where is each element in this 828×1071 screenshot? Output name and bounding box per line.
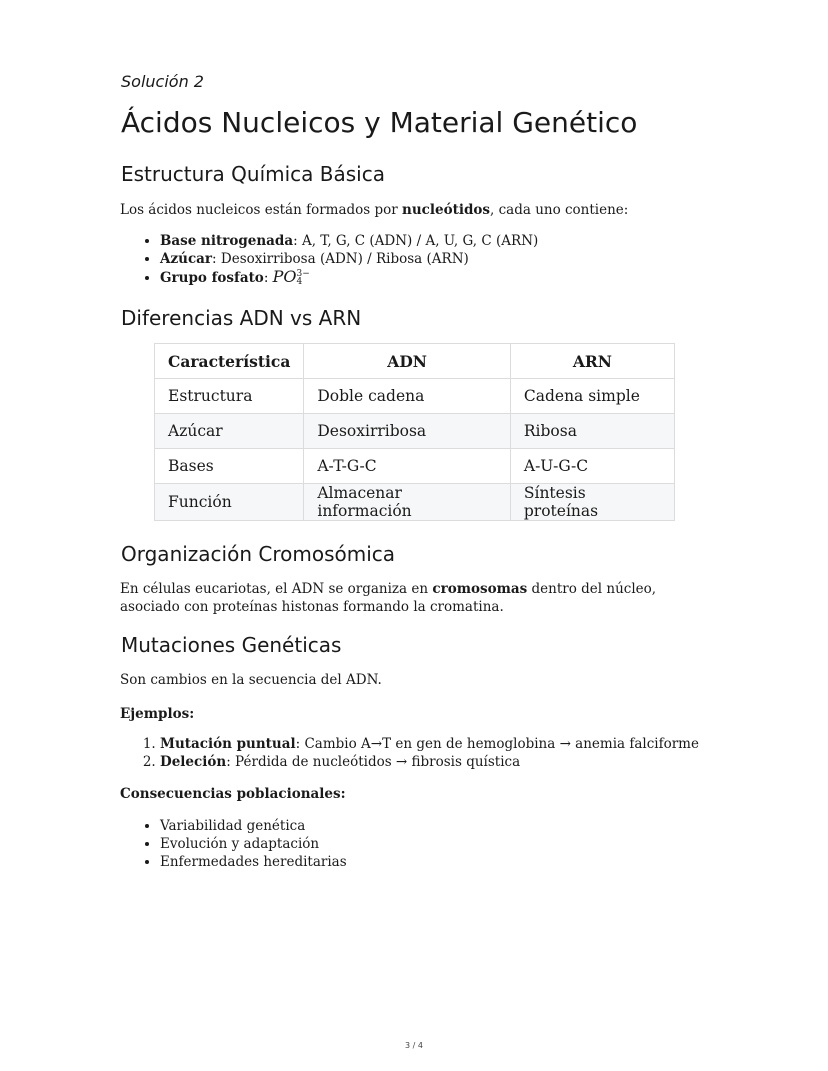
table-header: ADN (304, 344, 511, 379)
table-cell: Almacenar información (304, 484, 511, 521)
consequences-list (142, 817, 347, 871)
section-heading-structure: Estructura Química Básica (121, 162, 385, 186)
structure-intro (120, 201, 720, 219)
bold-term: cromosomas (432, 581, 528, 597)
bold-term: nucleótidos (402, 202, 491, 218)
table-cell: Azúcar (155, 414, 304, 449)
list-item (160, 232, 538, 250)
item-text: : A, T, G, C (ADN) / A, U, G, C (ARN) (293, 233, 539, 249)
table-cell: A-T-G-C (304, 449, 511, 484)
page-title: Ácidos Nucleicos y Material Genético (121, 106, 638, 139)
consequences-label: Consecuencias poblacionales: (120, 786, 346, 802)
text: En células eucariotas, el ADN se organiza en (120, 581, 433, 597)
list-item: • Variabilidad genética (160, 817, 347, 835)
formula-base: PO (272, 267, 297, 286)
table-cell: Estructura (155, 379, 304, 414)
item-text: : (263, 270, 273, 286)
table-cell: Desoxirribosa (304, 414, 511, 449)
components-list (142, 232, 538, 287)
item-term: Mutación puntual (160, 736, 296, 752)
examples-label: Ejemplos: (120, 706, 195, 722)
table-row (155, 484, 675, 521)
item-term: Deleción (160, 754, 227, 770)
item-text: : Pérdida de nucleótidos → fibrosis quística (226, 754, 521, 770)
list-item: • Enfermedades hereditarias (160, 853, 347, 871)
item-term: Base nitrogenada (160, 233, 294, 249)
section-heading-differences: Diferencias ADN vs ARN (121, 306, 362, 330)
list-item (160, 268, 538, 287)
section-heading-organization: Organización Cromosómica (121, 542, 396, 566)
table-header: ARN (510, 344, 674, 379)
text: , cada uno contiene: (490, 202, 629, 218)
formula-sup: 3− (296, 268, 310, 279)
table-cell: Bases (155, 449, 304, 484)
table-cell: Síntesis proteínas (510, 484, 674, 521)
table-row (155, 414, 675, 449)
list-item (160, 735, 699, 753)
text: Los ácidos nucleicos están formados por (120, 202, 403, 218)
formula-sub: 4 (296, 276, 303, 287)
list-item: • Evolución y adaptación (160, 835, 347, 853)
table-header: Característica (155, 344, 304, 379)
table-row (155, 379, 675, 414)
item-term: Azúcar (160, 251, 213, 267)
examples-list (142, 735, 699, 771)
mutations-intro: Son cambios en la secuencia del ADN. (120, 672, 382, 688)
table-cell: Ribosa (510, 414, 674, 449)
table-header-row (155, 344, 675, 379)
solution-label: Solución 2 (121, 72, 204, 91)
comparison-table (154, 343, 675, 521)
table-cell: Cadena simple (510, 379, 674, 414)
list-item (160, 753, 699, 771)
page-number: 3 / 4 (405, 1041, 423, 1050)
phosphate-formula (273, 267, 310, 286)
table-cell: Función (155, 484, 304, 521)
item-text: : Cambio A→T en gen de hemoglobina → anemia falciforme (295, 736, 699, 752)
table-row (155, 449, 675, 484)
list-item (160, 250, 538, 268)
text: dentro del núcleo, asociado con proteínas histonas formando la cromatina. (120, 581, 657, 615)
item-text: : Desoxirribosa (ADN) / Ribosa (ARN) (212, 251, 469, 267)
table-cell: Doble cadena (304, 379, 511, 414)
organization-text (120, 580, 710, 616)
item-term: Grupo fosfato (160, 270, 264, 286)
section-heading-mutations: Mutaciones Genéticas (121, 633, 342, 657)
table-cell: A-U-G-C (510, 449, 674, 484)
